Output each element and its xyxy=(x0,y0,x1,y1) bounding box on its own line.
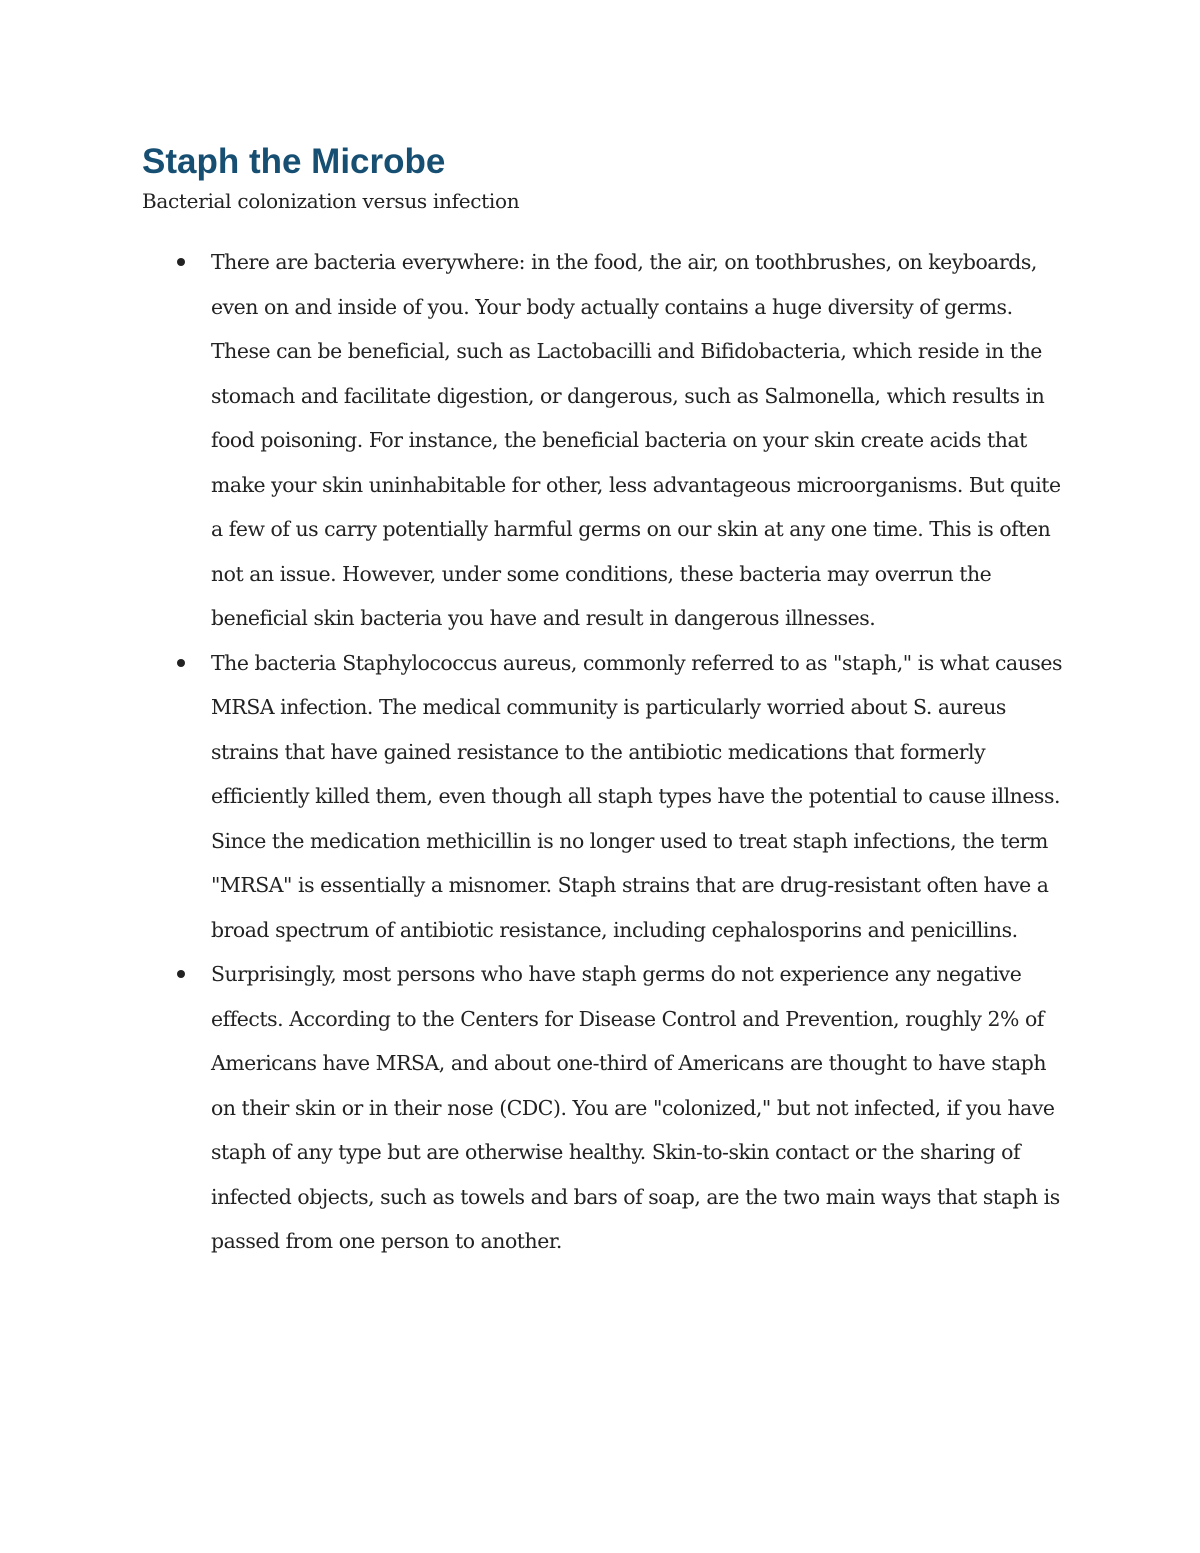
list-item xyxy=(142,240,1072,641)
document-content xyxy=(142,138,1072,1264)
bullet-text: Surprisingly, most persons who have staph germs do not experience any negative effects. According to the Centers for Disease Control and Prevention, roughly 2% of Americans have MRSA, and about one-third of Americans are thought to have staph on their skin or in their nose (CDC). You are "colonized," but not infected, if you have staph of any type but are otherwise healthy. Skin-to-skin contact or the sharing of infected objects, such as towels and bars of soap, are the two main ways that staph is passed from one person to another. xyxy=(211,962,1060,1253)
bullet-icon xyxy=(177,970,185,978)
bullet-icon xyxy=(177,258,185,266)
document-title: Staph the Microbe xyxy=(142,142,446,181)
list-item xyxy=(142,952,1072,1264)
list-item xyxy=(142,641,1072,953)
bullet-icon xyxy=(177,659,185,667)
bullet-text: There are bacteria everywhere: in the food, the air, on toothbrushes, on keyboards, even on and inside of you. Your body actually contains a huge diversity of germs. These can be beneficial, such as Lactobacilli and Bifidobacteria, which reside in the stomach and facilitate digestion, or dangerous, such as Salmonella, which results in food poisoning. For instance, the beneficial bacteria on your skin create acids that make your skin uninhabitable for other, less advantageous microorganisms. But quite a few of us carry potentially harmful germs on our skin at any one time. This is often not an issue. However, under some conditions, these bacteria may overrun the beneficial skin bacteria you have and result in dangerous illnesses. xyxy=(211,250,1061,630)
bullet-text: The bacteria Staphylococcus aureus, commonly referred to as "staph," is what causes MRSA infection. The medical community is particularly worried about S. aureus strains that have gained resistance to the antibiotic medications that formerly efficiently killed them, even though all staph types have the potential to cause illness. Since the medication methicillin is no longer used to treat staph infections, the term "MRSA" is essentially a misnomer. Staph strains that are drug-resistant often have a broad spectrum of antibiotic resistance, including cephalosporins and penicillins. xyxy=(211,650,1063,942)
bullet-list xyxy=(142,240,1072,1264)
document-subtitle: Bacterial colonization versus infection xyxy=(142,189,520,213)
